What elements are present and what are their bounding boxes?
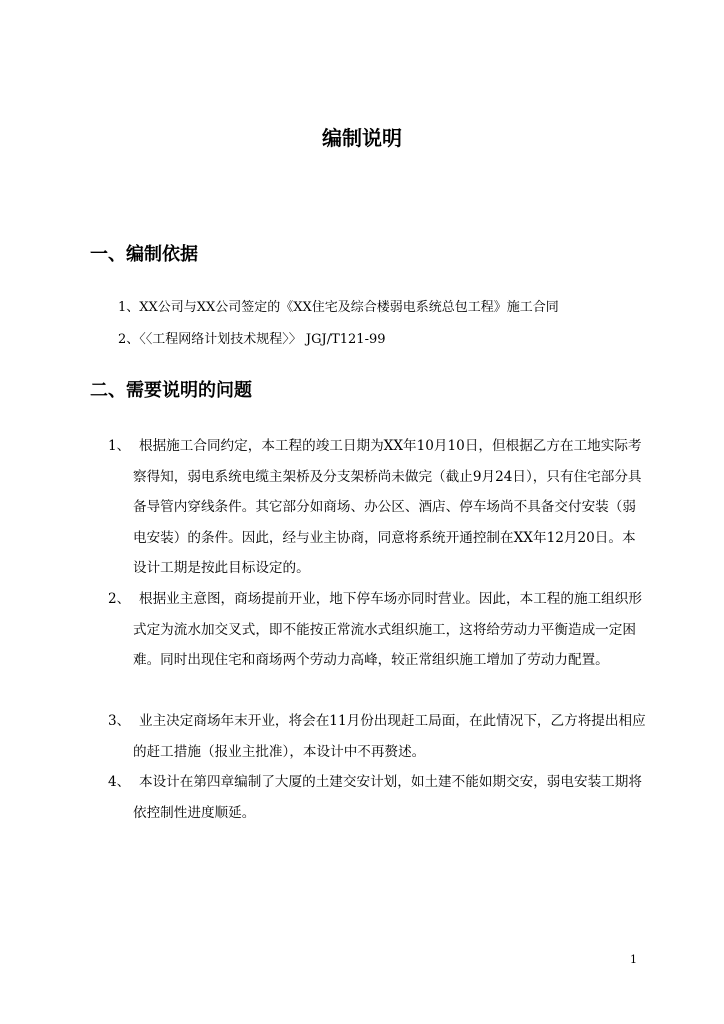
issue-item: [88, 706, 648, 767]
page-title: 编制说明: [322, 126, 402, 150]
issue-item: [88, 767, 648, 828]
section-heading-basis: 一、编制依据: [90, 244, 198, 265]
issue-text: 业主决定商场年末开业，将会在11月份出现赶工局面，在此情况下，乙方将提出相应的赶工措施（报业主批准），本设计中不再赘述。: [133, 713, 646, 760]
basis-item: 1、XX公司与XX公司签定的《XX住宅及综合楼弱电系统总包工程》施工合同: [118, 300, 559, 315]
issue-number: 2、: [108, 591, 131, 607]
issue-text: 本设计在第四章编制了大厦的土建交安计划，如土建不能如期交安，弱电安装工期将依控制性进度顺延。: [133, 774, 642, 821]
issue-text: 根据施工合同约定，本工程的竣工日期为XX年10月10日，但根据乙方在工地实际考察得知，弱电系统电缆主架桥及分支架桥尚未做完（截止9月24日），只有住宅部分具备导管内穿线条件。其它部分如商场、办公区、酒店、停车场尚不具备交付安装（弱电安装）的条件。因此，经与业主协商，同意将系统开通控制在XX年12月20日。本设计工期是按此目标设定的。: [133, 438, 642, 577]
issue-number: 1、: [108, 438, 131, 454]
issue-number: 3、: [108, 713, 131, 729]
section-heading-issues: 二、需要说明的问题: [90, 380, 252, 401]
issue-item: [88, 584, 648, 676]
basis-item: 2、〈〈工程网络计划技术规程〉〉 JGJ/T121-99: [118, 332, 386, 347]
issue-number: 4、: [108, 774, 131, 790]
issue-text: 根据业主意图，商场提前开业，地下停车场亦同时营业。因此，本工程的施工组织形式定为流水加交叉式，即不能按正常流水式组织施工，这将给劳动力平衡造成一定困难。同时出现住宅和商场两个劳动力高峰，较正常组织施工增加了劳动力配置。: [133, 591, 642, 669]
issue-item: [88, 431, 648, 584]
page-number: 1: [630, 953, 637, 966]
